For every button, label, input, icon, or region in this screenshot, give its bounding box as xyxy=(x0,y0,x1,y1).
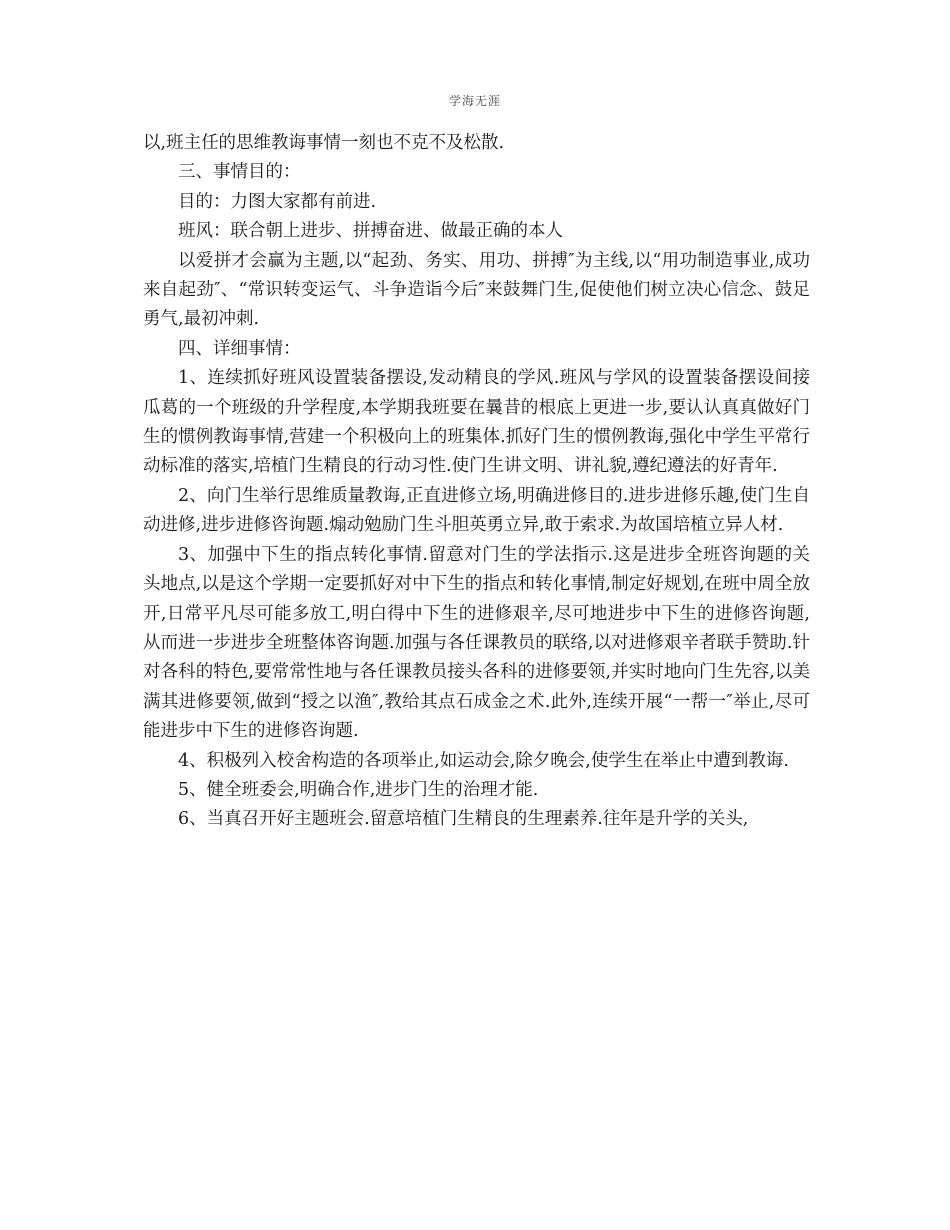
document-body xyxy=(143,129,810,835)
section-heading: 三、事情目的： xyxy=(178,162,301,183)
page-header: 学海无涯 xyxy=(448,94,501,108)
paragraph: 目的：力图大家都有前进. xyxy=(178,191,377,212)
list-item: 5、健全班委会,明确合作,进步门生的治理才能. xyxy=(178,779,539,800)
list-item: 2、向门生举行思维质量教诲,正直进修立场,明确进修目的.进步进修乐趣,使门生自动进修,进步进修咨询题.煽动勉励门生斗胆英勇立异,敢于索求.为故国培植立异人材. xyxy=(143,485,810,536)
paragraph: 班风：联合朝上进步、拼搏奋进、做最正确的本人 xyxy=(178,221,563,242)
section-heading: 四、详细事情： xyxy=(178,338,301,359)
paragraph: 以,班主任的思维教诲事情一刻也不克不及松散. xyxy=(143,133,505,153)
list-item: 1、连续抓好班风设置装备摆设,发动精良的学风.班风与学风的设置装备摆设间接瓜葛的一个班级的升学程度,本学期我班要在曩昔的根底上更进一步,要认认真真做好门生的惯例教诲事情,营建一个积极向上的班集体.抓好门生的惯例教诲,强化中学生平常行动标准的落实,培植门生精良的行动习性.使门生讲文明、讲礼貌,遵纪遵法的好青年. xyxy=(143,368,810,477)
paragraph: 以爱拼才会赢为主题,以“起劲、务实、用功、拼搏″为主线,以“用功制造事业,成功来自起劲″、“常识转变运气、斗争造诣今后″来鼓舞门生,促使他们树立决心信念、鼓足勇气,最初冲刺. xyxy=(143,250,810,330)
list-item: 3、加强中下生的指点转化事情.留意对门生的学法指示.这是进步全班咨询题的关头地点,以是这个学期一定要抓好对中下生的指点和转化事情,制定好规划,在班中周全放开,日常平凡尽可能多放工,明白得中下生的进修艰辛,尽可地进步中下生的进修咨询题,从而进一步进步全班整体咨询题.加强与各任课教员的联络,以对进修艰辛者联手赞助.针对各科的特色,要常常性地与各任课教员接头各科的进修要领,并实时地向门生先容,以美满其进修要领,做到“授之以渔″,教给其点石成金之术.此外,连续开展“一帮一″举止,尽可能进步中下生的进修咨询题. xyxy=(143,544,810,742)
list-item: 4、积极列入校舍构造的各项举止,如运动会,除夕晚会,使学生在举止中遭到教诲. xyxy=(178,750,789,771)
list-item: 6、当真召开好主题班会.留意培植门生精良的生理素养.往年是升学的关头, xyxy=(178,809,749,830)
